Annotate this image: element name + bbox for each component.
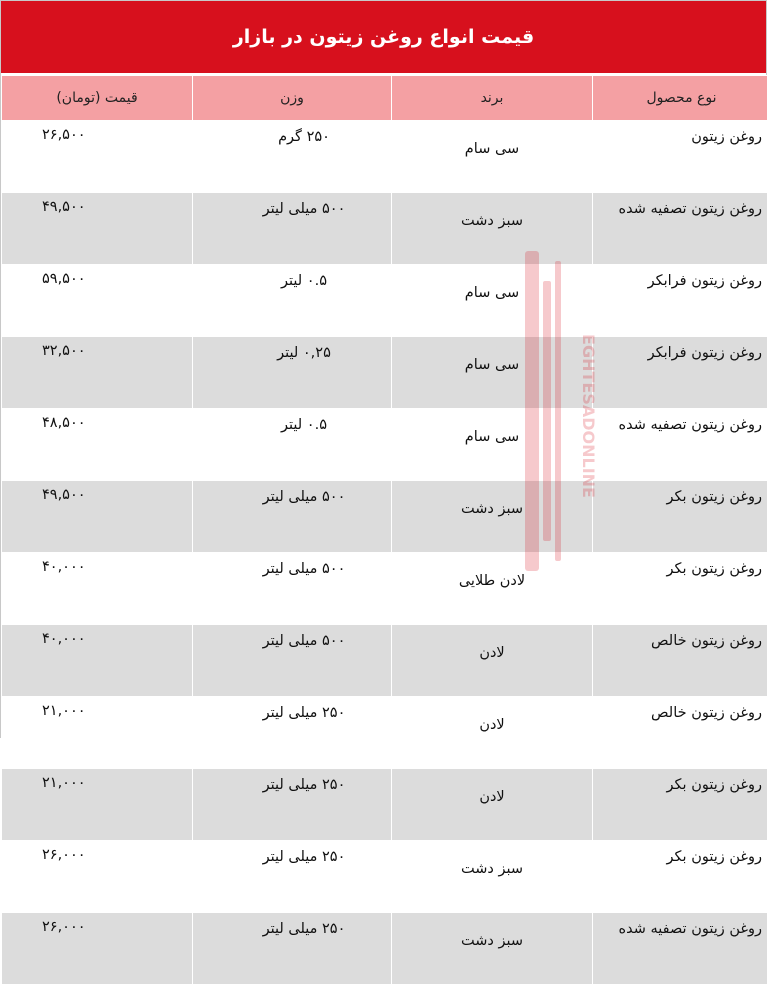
cell-weight-text: ۵۰۰ میلی لیتر — [263, 633, 346, 649]
cell-product-type-text: روغن زیتون تصفیه شده — [619, 417, 762, 433]
cell-weight-text: ۵۰۰ میلی لیتر — [263, 561, 346, 577]
cell-product-type — [593, 409, 767, 481]
cell-brand-text: سی سام — [465, 357, 519, 373]
cell-product-type-text: روغن زیتون بکر — [667, 561, 762, 577]
cell-product-type — [593, 553, 767, 625]
cell-brand — [392, 265, 593, 337]
cell-weight — [193, 625, 392, 697]
cell-price — [2, 337, 193, 409]
table-row — [2, 553, 767, 625]
title-bar — [1, 1, 766, 75]
cell-price-text: ۴۹,۵۰۰ — [42, 487, 86, 503]
cell-weight-text: ۲۵۰ میلی لیتر — [263, 705, 346, 721]
table-row — [2, 769, 767, 841]
cell-weight-text: ۲۵۰ میلی لیتر — [263, 921, 346, 937]
cell-weight — [193, 841, 392, 913]
cell-weight — [193, 121, 392, 193]
cell-product-type-text: روغن زیتون — [691, 129, 762, 145]
cell-price-text: ۲۶,۵۰۰ — [42, 127, 86, 143]
cell-weight-text: ۰.۵ لیتر — [281, 417, 327, 433]
cell-price-text: ۲۱,۰۰۰ — [42, 703, 86, 719]
cell-weight — [193, 337, 392, 409]
cell-price — [2, 913, 193, 985]
cell-price — [2, 769, 193, 841]
cell-product-type-text: روغن زیتون خالص — [651, 705, 762, 721]
table-row — [2, 337, 767, 409]
table-row — [2, 697, 767, 769]
cell-product-type — [593, 265, 767, 337]
cell-price-text: ۵۹,۵۰۰ — [42, 271, 86, 287]
cell-price-text: ۴۰,۰۰۰ — [42, 559, 86, 575]
table-body — [2, 121, 767, 985]
table-row — [2, 841, 767, 913]
cell-price-text: ۴۹,۵۰۰ — [42, 199, 86, 215]
cell-weight-text: ۰.۵ لیتر — [281, 273, 327, 289]
cell-weight — [193, 481, 392, 553]
cell-brand-text: سبز دشت — [461, 213, 523, 229]
cell-price-text: ۲۱,۰۰۰ — [42, 775, 86, 791]
table-row — [2, 481, 767, 553]
cell-price — [2, 481, 193, 553]
cell-weight — [193, 265, 392, 337]
cell-product-type-text: روغن زیتون فرابکر — [648, 273, 762, 289]
cell-brand-text: سی سام — [465, 141, 519, 157]
cell-price — [2, 625, 193, 697]
header-weight: وزن — [193, 76, 392, 121]
cell-weight — [193, 913, 392, 985]
cell-weight-text: ۵۰۰ میلی لیتر — [263, 201, 346, 217]
page-title: قیمت انواع روغن زیتون در بازار — [233, 26, 534, 48]
table-row — [2, 121, 767, 193]
cell-brand — [392, 337, 593, 409]
cell-brand-text: لادن — [479, 717, 504, 733]
cell-product-type-text: روغن زیتون فرابکر — [648, 345, 762, 361]
cell-price — [2, 121, 193, 193]
cell-product-type-text: روغن زیتون بکر — [667, 777, 762, 793]
cell-product-type-text: روغن زیتون بکر — [667, 849, 762, 865]
cell-price-text: ۳۲,۵۰۰ — [42, 343, 86, 359]
cell-weight-text: ۲۵۰ میلی لیتر — [263, 777, 346, 793]
cell-product-type — [593, 193, 767, 265]
cell-brand-text: سی سام — [465, 285, 519, 301]
header-product-type: نوع محصول — [593, 76, 767, 121]
cell-brand-text: لادن طلایی — [459, 573, 525, 589]
cell-weight — [193, 409, 392, 481]
cell-price-text: ۴۰,۰۰۰ — [42, 631, 86, 647]
cell-product-type — [593, 769, 767, 841]
cell-product-type — [593, 841, 767, 913]
table-header-row — [2, 76, 767, 121]
cell-weight — [193, 769, 392, 841]
cell-brand — [392, 913, 593, 985]
cell-price-text: ۴۸,۵۰۰ — [42, 415, 86, 431]
cell-brand — [392, 193, 593, 265]
cell-product-type — [593, 337, 767, 409]
cell-brand-text: لادن — [479, 645, 504, 661]
table-row — [2, 265, 767, 337]
cell-brand-text: سی سام — [465, 429, 519, 445]
cell-weight — [193, 553, 392, 625]
cell-product-type — [593, 913, 767, 985]
cell-brand — [392, 409, 593, 481]
cell-brand — [392, 553, 593, 625]
cell-weight — [193, 697, 392, 769]
cell-brand — [392, 625, 593, 697]
cell-product-type — [593, 481, 767, 553]
cell-weight-text: ۰,۲۵ لیتر — [277, 345, 331, 361]
cell-brand — [392, 841, 593, 913]
price-table — [1, 75, 767, 985]
cell-price — [2, 265, 193, 337]
cell-brand — [392, 121, 593, 193]
header-price: قیمت (تومان) — [2, 76, 193, 121]
cell-weight — [193, 193, 392, 265]
cell-weight-text: ۲۵۰ گرم — [278, 129, 330, 145]
cell-product-type-text: روغن زیتون بکر — [667, 489, 762, 505]
cell-price — [2, 697, 193, 769]
watermark-text: EGHTESADONLINE — [579, 334, 598, 498]
cell-brand-text: سبز دشت — [461, 861, 523, 877]
header-brand: برند — [392, 76, 593, 121]
table-row — [2, 913, 767, 985]
cell-price — [2, 409, 193, 481]
cell-weight-text: ۵۰۰ میلی لیتر — [263, 489, 346, 505]
table-row — [2, 625, 767, 697]
cell-price — [2, 553, 193, 625]
cell-product-type-text: روغن زیتون تصفیه شده — [619, 201, 762, 217]
cell-brand-text: سبز دشت — [461, 501, 523, 517]
cell-price — [2, 193, 193, 265]
cell-brand-text: لادن — [479, 789, 504, 805]
table-row — [2, 409, 767, 481]
cell-product-type — [593, 697, 767, 769]
table-row — [2, 193, 767, 265]
cell-brand-text: سبز دشت — [461, 933, 523, 949]
cell-product-type-text: روغن زیتون تصفیه شده — [619, 921, 762, 937]
cell-brand — [392, 769, 593, 841]
cell-price — [2, 841, 193, 913]
cell-product-type — [593, 625, 767, 697]
cell-product-type-text: روغن زیتون خالص — [651, 633, 762, 649]
cell-product-type — [593, 121, 767, 193]
cell-brand — [392, 481, 593, 553]
cell-price-text: ۲۶,۰۰۰ — [42, 847, 86, 863]
cell-brand — [392, 697, 593, 769]
cell-price-text: ۲۶,۰۰۰ — [42, 919, 86, 935]
cell-weight-text: ۲۵۰ میلی لیتر — [263, 849, 346, 865]
